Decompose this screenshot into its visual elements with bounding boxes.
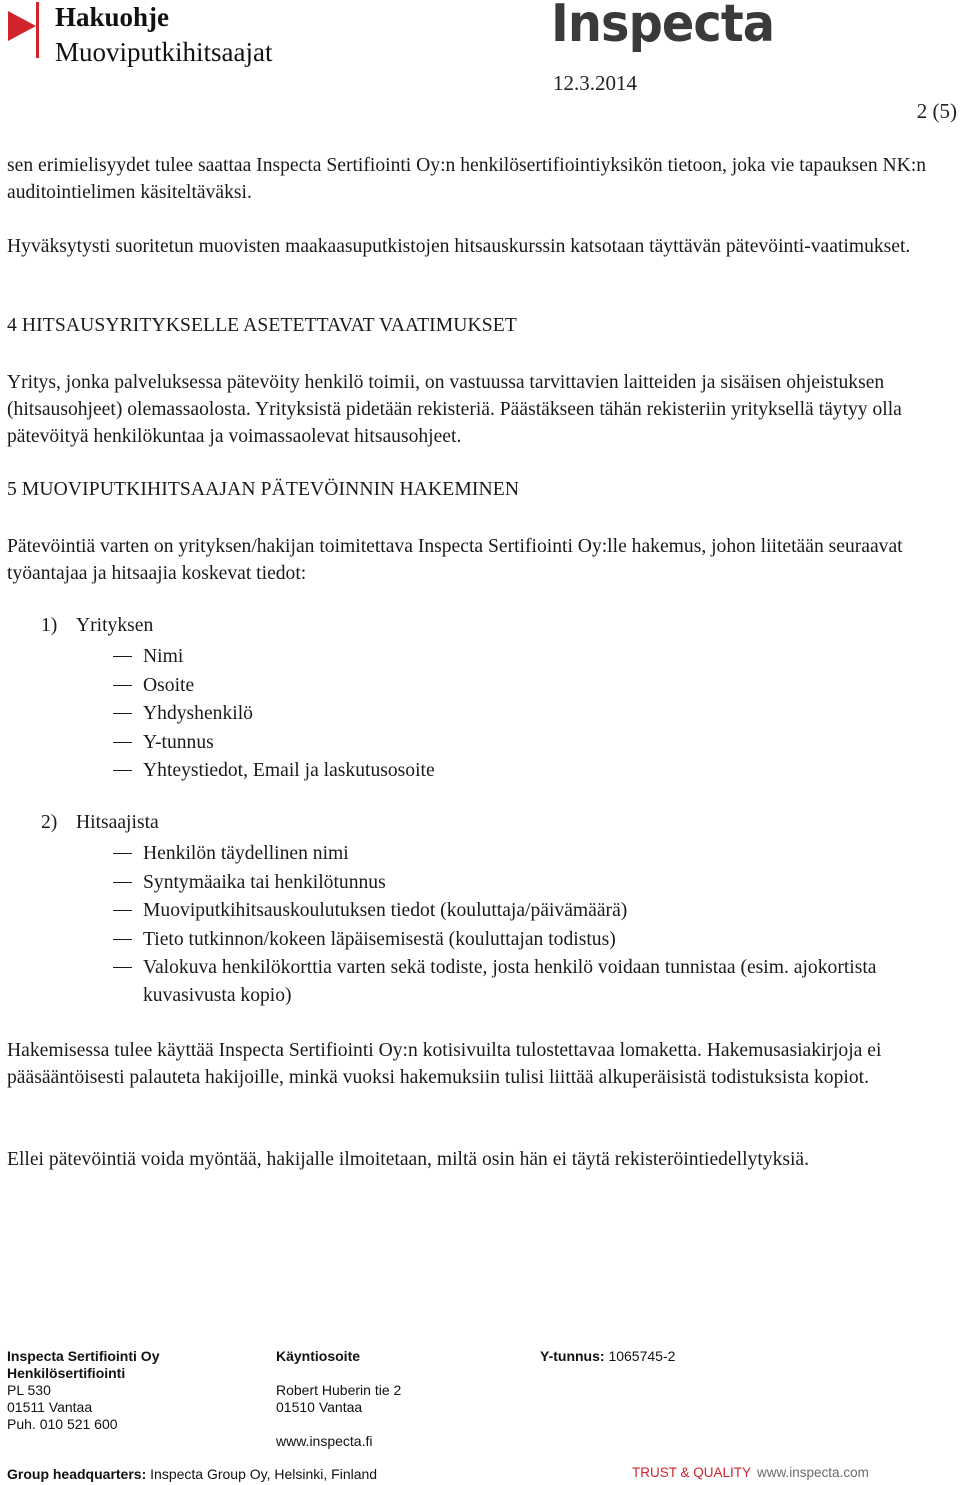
list-item: Muoviputkihitsauskoulutuksen tiedot (kouluttaja/päivämäärä) (113, 897, 627, 925)
document-title: Hakuohje (55, 2, 170, 32)
footer-visit-label: Käyntiosoite (276, 1348, 361, 1364)
footer-ytunnus-label: Y-tunnus: (540, 1348, 605, 1364)
footer-po-box: PL 530 (7, 1382, 51, 1398)
list-item: Syntymäaika tai henkilötunnus (113, 869, 386, 897)
document-date: 12.3.2014 (553, 71, 637, 95)
dash-bullet (113, 882, 132, 884)
paragraph-form: Hakemisessa tulee käyttää Inspecta Sertifiointi Oy:n kotisivuilta tulostettavaa lomaketta. Hakemusasiakirjoja ei pääsääntöisesti palauteta hakijoille, minkä vuoksi hakemuksiin tulisi liittää alkuperäisistä todistuksista kopiot. (7, 1040, 882, 1088)
list-2-number: 2) (41, 812, 58, 833)
dash-bullet (113, 770, 132, 772)
inspecta-flag-logo (8, 2, 40, 58)
footer-hq (7, 1466, 377, 1483)
footer-slogan (632, 1465, 869, 1480)
list-item: Yhteystiedot, Email ja laskutusosoite (113, 757, 435, 785)
footer-company: Inspecta Sertifiointi Oy (7, 1348, 160, 1364)
section-5-heading: 5 MUOVIPUTKIHITSAAJAN PÄTEVÖINNIN HAKEMINEN (7, 479, 520, 500)
list-item: Nimi (113, 643, 183, 671)
paragraph-intro: sen erimielisyydet tulee saattaa Inspecta Sertifiointi Oy:n henkilösertifiointiyksikön tietoon, joka vie tapauksen NK:n auditointielimen käsiteltäväksi. (7, 155, 927, 203)
footer-postal: 01511 Vantaa (7, 1399, 93, 1415)
footer-hq-label: Group headquarters: (7, 1466, 147, 1482)
document-subtitle: Muoviputkihitsaajat (55, 37, 273, 67)
section-5-text: Pätevöintiä varten on yrityksen/hakijan toimitettava Inspecta Sertifiointi Oy:lle hakemus, johon liitetään seuraavat työantajaa ja hitsaajia koskevat tiedot: (7, 536, 903, 584)
dash-bullet (113, 939, 132, 941)
footer-visit-postal: 01510 Vantaa (276, 1399, 363, 1415)
list-1-title: Yrityksen (76, 615, 154, 636)
inspecta-com-link[interactable]: www.inspecta.com (757, 1465, 869, 1480)
list-item: Osoite (113, 672, 194, 700)
dash-bullet (113, 656, 132, 658)
dash-bullet (113, 713, 132, 715)
paragraph-rejection: Ellei pätevöintiä voida myöntää, hakijalle ilmoitetaan, miltä osin hän ei täytä rekisteröintiedellytyksiä. (7, 1149, 810, 1170)
footer-ytunnus-value: 1065745-2 (608, 1348, 676, 1364)
footer-visit-block (276, 1348, 401, 1450)
dash-bullet (113, 742, 132, 744)
footer-unit: Henkilösertifiointi (7, 1365, 126, 1381)
list-item: Yhdyshenkilö (113, 700, 253, 728)
trust-quality-label: TRUST & QUALITY (632, 1465, 752, 1480)
dash-bullet (113, 685, 132, 687)
footer-website-link[interactable]: www.inspecta.fi (276, 1433, 373, 1449)
footer-ytunnus (540, 1348, 675, 1365)
dash-bullet (113, 910, 132, 912)
paragraph-course: Hyväksytysti suoritetun muovisten maakaasuputkistojen hitsauskurssin katsotaan täyttävän pätevöinti-vaatimukset. (7, 236, 911, 257)
list-item: Valokuva henkilökorttia varten sekä todiste, josta henkilö voidaan tunnistaa (esim. ajokortista kuvasivusta kopio) (113, 954, 933, 982)
list-1-number: 1) (41, 615, 58, 636)
inspecta-logo: Inspecta (551, 0, 775, 54)
section-4-heading: 4 HITSAUSYRITYKSELLE ASETETTAVAT VAATIMUKSET (7, 315, 517, 336)
dash-bullet (113, 967, 132, 969)
list-item: Y-tunnus (113, 729, 214, 757)
page-number: 2 (5) (916, 99, 957, 123)
footer-hq-value: Inspecta Group Oy, Helsinki, Finland (150, 1466, 378, 1482)
list-item: Tieto tutkinnon/kokeen läpäisemisestä (kouluttajan todistus) (113, 926, 616, 954)
footer-visit-street: Robert Huberin tie 2 (276, 1382, 402, 1398)
section-4-text: Yritys, jonka palveluksessa pätevöity henkilö toimii, on vastuussa tarvittavien laitteiden ja sisäisen ohjeistuksen (hitsausohjeet) olemassaolosta. Yrityksistä pidetään rekisteriä. Päästäkseen tähän rekisteriin yrityksellä täytyy olla pätevöityä henkilökuntaa ja voimassaolevat hitsausohjeet. (7, 372, 902, 447)
list-item: Henkilön täydellinen nimi (113, 840, 349, 868)
dash-bullet (113, 853, 132, 855)
list-2-title: Hitsaajista (76, 812, 159, 833)
footer-phone: Puh. 010 521 600 (7, 1416, 118, 1432)
footer-company-block (7, 1348, 159, 1433)
